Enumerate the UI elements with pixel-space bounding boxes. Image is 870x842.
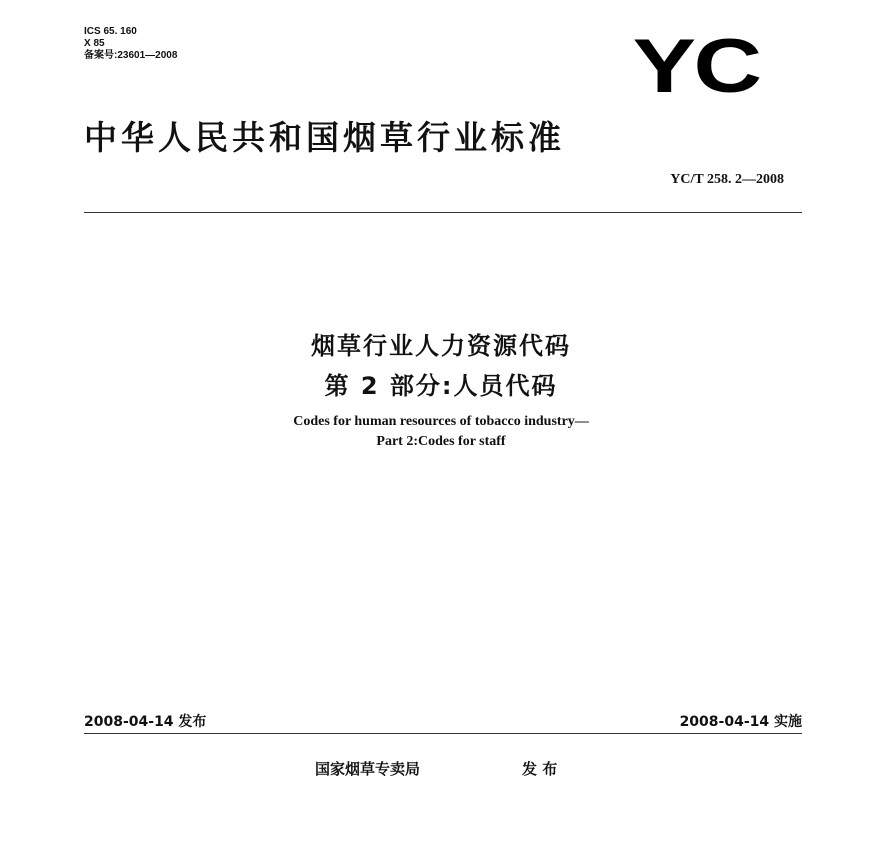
title-cn-line2: 第 2 部分:人员代码: [324, 372, 558, 400]
header-divider: [84, 212, 802, 213]
publish-date: 2008-04-14 发布: [84, 714, 207, 730]
category-code: X 85: [84, 38, 105, 49]
footer-divider: [84, 733, 802, 734]
standard-number: YC/T 258. 2—2008: [670, 172, 784, 187]
ics-code: ICS 65. 160: [84, 26, 137, 37]
title-en-line1: Codes for human resources of tobacco industry—: [293, 414, 589, 429]
issue-label: 发 布: [522, 760, 558, 778]
standard-title: 中华人民共和国烟草行业标准: [84, 118, 565, 157]
title-en-line2: Part 2:Codes for staff: [376, 434, 506, 449]
record-number: 备案号:23601—2008: [84, 50, 178, 61]
yc-logo: YC: [633, 24, 760, 109]
title-cn-line1: 烟草行业人力资源代码: [311, 332, 571, 360]
metadata-block: [84, 26, 177, 62]
issuer-name: 国家烟草专卖局: [315, 760, 421, 778]
implement-date: 2008-04-14 实施: [679, 714, 802, 730]
